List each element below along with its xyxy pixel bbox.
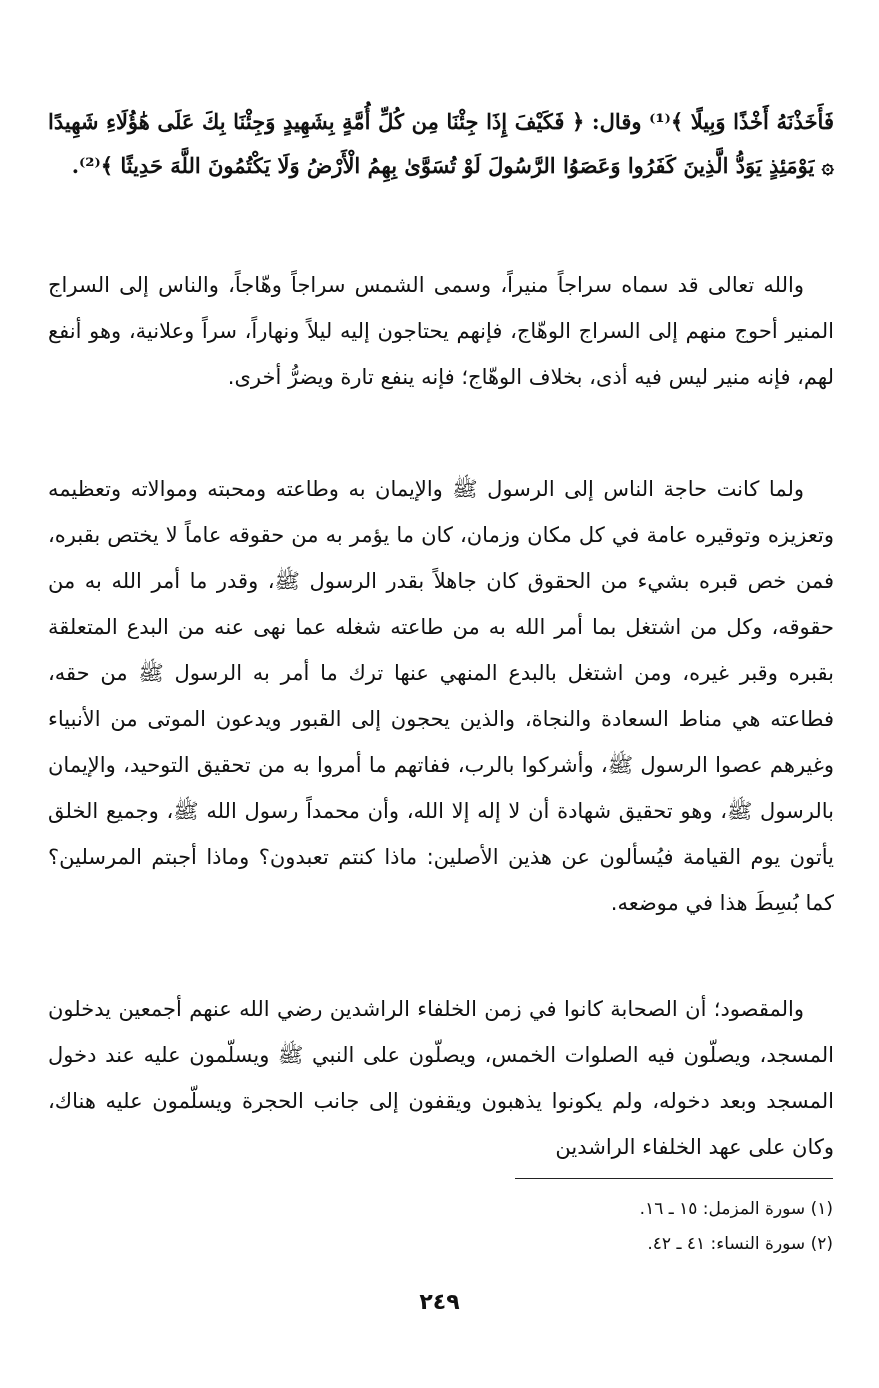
paragraph-3: والمقصود؛ أن الصحابة كانوا في زمن الخلفاء الراشدين رضي الله عنهم أجمعين يدخلون المسجد، ويصلّون فيه الصلوات الخمس، ويصلّون على النبي ﷺ ويسلّمون عليه عند دخول المسجد وبعد دخوله، ولم يكونوا يذهبون ويقفون إلى جانب الحجرة ويسلّمون عليه هناك، وكان على عهد الخلفاء الراشدين — [48, 997, 834, 1159]
footnote-1: (١) سورة المزمل: ١٥ ـ ١٦. — [639, 1199, 833, 1219]
page-number: ٢٤٩ — [419, 1290, 460, 1315]
footnote-2: (٢) سورة النساء: ٤١ ـ ٤٢. — [647, 1234, 833, 1254]
paragraph-2: ولما كانت حاجة الناس إلى الرسول ﷺ والإيمان به وطاعته ومحبته وموالاته وتعظيمه وتعزيزه وتوقيره عامة في كل مكان وزمان، كان ما يؤمر به من حقوقه عاماً لا يختص بقبره، فمن خص قبره بشيء من الحقوق كان جاهلاً بقدر الرسول ﷺ، وقدر ما أمر الله به من حقوقه، وكل من اشتغل بما أمر الله به من طاعته شغله عما نهى عنه من البدع المتعلقة بقبره وقبر غيره، ومن اشتغل بالبدع المنهي عنها ترك ما أمر به الرسول ﷺ من حقه، فطاعته هي مناط السعادة والنجاة، والذين يحجون إلى القبور ويدعون الموتى من الأنبياء وغيرهم عصوا الرسول ﷺ، وأشركوا بالرب، ففاتهم ما أمروا به من تحقيق التوحيد، والإيمان بالرسول ﷺ، وهو تحقيق شهادة أن لا إله إلا الله، وأن محمداً رسول الله ﷺ، وجميع الخلق يأتون يوم القيامة فيُسألون عن هذين الأصلين: ماذا كنتم تعبدون؟ وماذا أجبتم المرسلين؟ كما بُسِطَ هذا في موضعه. — [48, 477, 834, 915]
quran-verse-block: فَأَخَذْنَهُ أَخْذًا وَبِيلًا ﴾⁽¹⁾ وقال: ﴿ فَكَيْفَ إِذَا جِئْنَا مِن كُلِّ أُمَّةٍ بِشَهِيدٍ وَجِئْنَا بِكَ عَلَى هَٰؤُلَاءِ شَهِيدًا ۞ يَوْمَئِذٍ يَوَدُّ الَّذِينَ كَفَرُوا وَعَصَوُا الرَّسُولَ لَوْ تُسَوَّىٰ بِهِمُ الْأَرْضُ وَلَا يَكْتُمُونَ اللَّهَ حَدِيثًا ﴾⁽²⁾. — [48, 109, 834, 178]
paragraph-1: والله تعالى قد سماه سراجاً منيراً، وسمى الشمس سراجاً وهّاجاً، والناس إلى السراج المنير أحوج منهم إلى السراج الوهّاج، فإنهم يحتاجون إليه ليلاً ونهاراً، سراً وعلانية، وهو أنفع لهم، فإنه منير ليس فيه أذى، بخلاف الوهّاج؛ فإنه ينفع تارة ويضرُّ أخرى. — [48, 273, 834, 389]
footnote-divider — [515, 1178, 833, 1179]
